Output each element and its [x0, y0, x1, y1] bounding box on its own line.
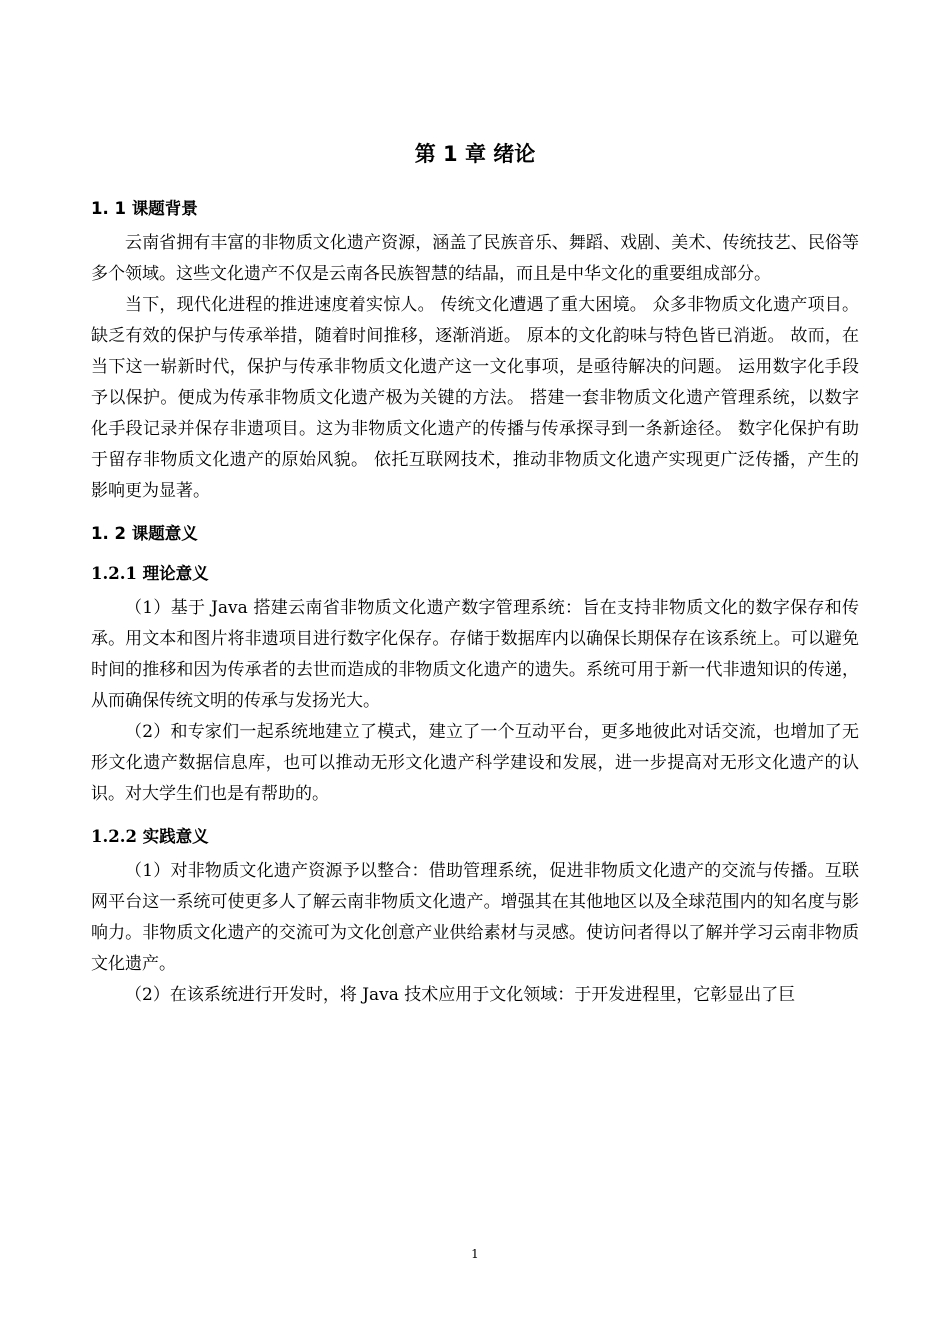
chapter-title: 第 1 章 绪论 — [414, 142, 536, 166]
paragraph: （1）对非物质文化遗产资源予以整合：借助管理系统，促进非物质文化遗产的交流与传播。互联网平台这一系统可使更多人了解云南非物质文化遗产。增强其在其他地区以及全球范围内的知名度与影响力。非物质文化遗产的交流可为文化创意产业供给素材与灵感。使访问者得以了解并学习云南非物质文化遗产。 — [91, 861, 859, 974]
section-heading-significance: 1. 2 课题意义 — [91, 524, 198, 543]
section-heading-background: 1. 1 课题背景 — [91, 199, 198, 218]
page-content — [91, 138, 859, 1011]
page-number: 1 — [471, 1247, 479, 1261]
paragraph: （1）基于 Java 搭建云南省非物质文化遗产数字管理系统：旨在支持非物质文化的数字保存和传承。用文本和图片将非遗项目进行数字化保存。存储于数据库内以确保长期保存在该系统上。可以避免时间的推移和因为传承者的去世而造成的非物质文化遗产的遗失。系统可用于新一代非遗知识的传递，从而确保传统文明的传承与发扬光大。 — [91, 598, 859, 711]
paragraph: （2）在该系统进行开发时，将 Java 技术应用于文化领域：于开发进程里，它彰显出了巨 — [125, 985, 796, 1005]
subsection-heading-practice: 1.2.2 实践意义 — [91, 827, 209, 846]
subsection-heading-theory: 1.2.1 理论意义 — [91, 564, 209, 583]
paragraph: （2）和专家们一起系统地建立了模式，建立了一个互动平台，更多地彼此对话交流，也增加了无形文化遗产数据信息库，也可以推动无形文化遗产科学建设和发展，进一步提高对无形文化遗产的认识。对大学生们也是有帮助的。 — [91, 722, 859, 804]
paragraph: 当下，现代化进程的推进速度着实惊人。 传统文化遭遇了重大困境。 众多非物质文化遗产项目。缺乏有效的保护与传承举措，随着时间推移，逐渐消逝。 原本的文化韵味与特色皆已消逝。 故而，在当下这一崭新时代，保护与传承非物质文化遗产这一文化事项，是亟待解决的问题。 运用数字化手段予以保护。便成为传承非物质文化遗产极为关键的方法。 搭建一套非物质文化遗产管理系统，以数字化手段记录并保存非遗项目。这为非物质文化遗产的传播与传承探寻到一条新途径。 数字化保护有助于留存非物质文化遗产的原始风貌。 依托互联网技术，推动非物质文化遗产实现更广泛传播，产生的影响更为显著。 — [91, 295, 859, 501]
paragraph: 云南省拥有丰富的非物质文化遗产资源，涵盖了民族音乐、舞蹈、戏剧、美术、传统技艺、民俗等多个领域。这些文化遗产不仅是云南各民族智慧的结晶，而且是中华文化的重要组成部分。 — [91, 233, 859, 284]
